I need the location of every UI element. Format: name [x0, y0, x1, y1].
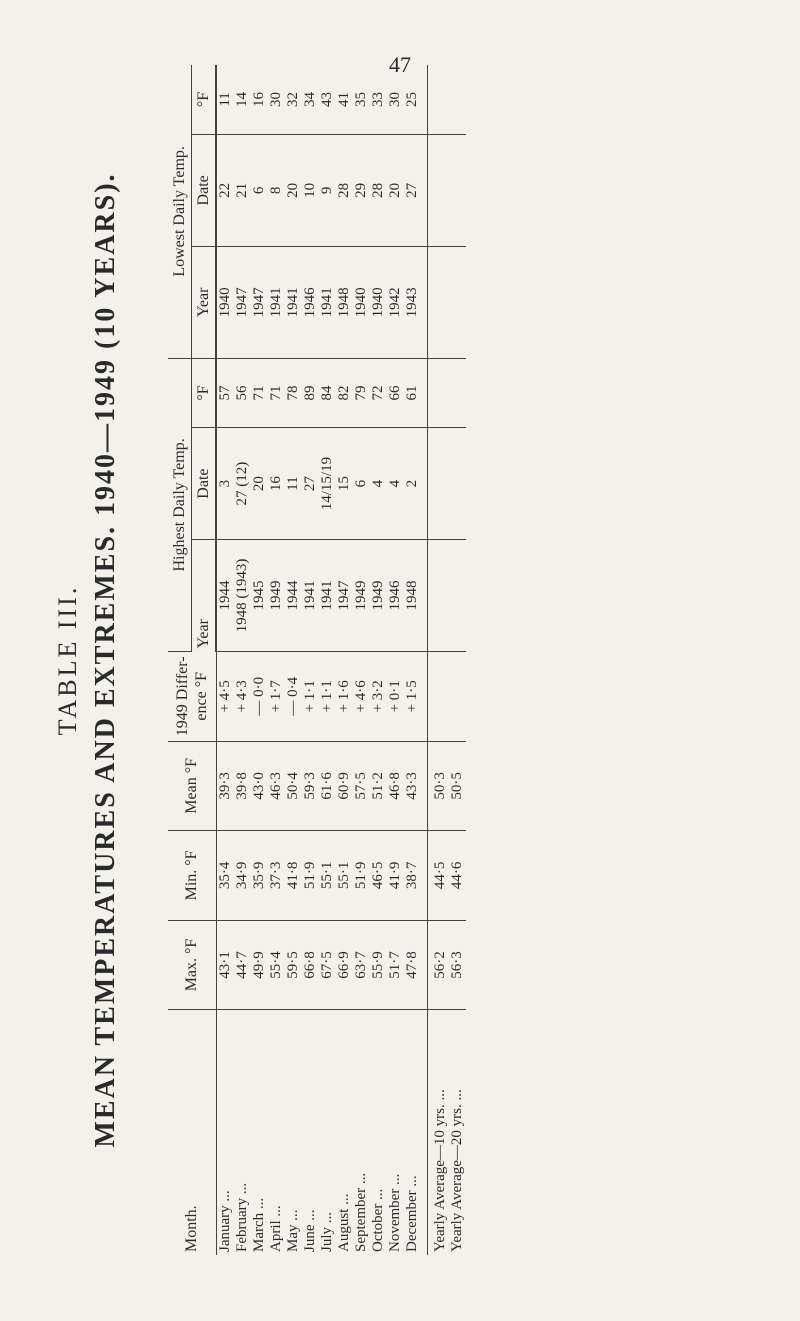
table-row — [319, 65, 336, 1255]
temperature-table — [168, 65, 466, 1255]
highest-date-cell: 14/15/19 — [319, 428, 336, 540]
difference-cell: + 1·1 — [302, 652, 319, 742]
max-cell: 66·9 — [336, 920, 353, 1010]
average-label-cell: Yearly Average—10 yrs. ... — [428, 1010, 450, 1255]
min-cell: 35·9 — [251, 831, 268, 921]
min-cell: 41·9 — [387, 831, 404, 921]
lowest-year-cell: 1948 — [336, 246, 353, 358]
highest-year-cell: 1949 — [370, 540, 387, 652]
min-cell: 55·1 — [336, 831, 353, 921]
table-row — [285, 65, 302, 1255]
max-cell: 63·7 — [353, 920, 370, 1010]
empty-cell — [428, 652, 450, 742]
highest-date-cell: 15 — [336, 428, 353, 540]
month-cell: November ... — [387, 1173, 403, 1252]
highest-year-cell: 1947 — [336, 540, 353, 652]
mean-cell: 51·2 — [370, 741, 387, 831]
empty-cell — [428, 134, 450, 246]
table-row — [353, 65, 370, 1255]
max-cell: 55·4 — [268, 920, 285, 1010]
max-cell: 55·9 — [370, 920, 387, 1010]
month-cell: March ... — [251, 1197, 267, 1252]
table-row — [302, 65, 319, 1255]
empty-cell — [449, 65, 466, 134]
average-row — [428, 65, 450, 1255]
lowest-temp-header: °F — [192, 65, 217, 134]
min-cell: 46·5 — [370, 831, 387, 921]
difference-cell: + 3·2 — [370, 652, 387, 742]
lowest-date-cell: 9 — [319, 134, 336, 246]
highest-date-cell: 20 — [251, 428, 268, 540]
max-cell: 67·5 — [319, 920, 336, 1010]
highest-year-cell: 1941 — [319, 540, 336, 652]
mean-cell: 39·3 — [216, 741, 234, 831]
month-cell: December ... — [404, 1175, 420, 1252]
lowest-temp-cell: 32 — [285, 65, 302, 134]
month-cell: July ... — [319, 1211, 335, 1252]
table-row — [387, 65, 404, 1255]
lowest-temp-cell: 30 — [268, 65, 285, 134]
min-cell: 35·4 — [216, 831, 234, 921]
mean-cell: 50·4 — [285, 741, 302, 831]
highest-temp-cell: 71 — [251, 358, 268, 427]
highest-temp-cell: 66 — [387, 358, 404, 427]
lowest-daily-header: Lowest Daily Temp. — [168, 65, 192, 358]
table-row — [216, 65, 234, 1255]
highest-temp-cell: 71 — [268, 358, 285, 427]
min-cell: 55·1 — [319, 831, 336, 921]
highest-date-cell: 3 — [216, 428, 234, 540]
lowest-year-cell: 1941 — [319, 246, 336, 358]
lowest-date-cell: 22 — [216, 134, 234, 246]
month-header: Month. — [168, 1010, 216, 1255]
highest-year-cell: 1946 — [387, 540, 404, 652]
mean-cell: 39·8 — [234, 741, 251, 831]
highest-year-cell: 1944 — [285, 540, 302, 652]
table-row — [234, 65, 251, 1255]
lowest-temp-cell: 16 — [251, 65, 268, 134]
highest-date-cell: 27 (12) — [234, 428, 251, 540]
lowest-date-cell: 6 — [251, 134, 268, 246]
difference-cell: + 1·5 — [404, 652, 428, 742]
table-row — [404, 65, 428, 1255]
mean-cell: 43·0 — [251, 741, 268, 831]
lowest-year-cell: 1943 — [404, 246, 428, 358]
lowest-year-cell: 1940 — [353, 246, 370, 358]
highest-year-cell: 1944 — [216, 540, 234, 652]
highest-temp-cell: 82 — [336, 358, 353, 427]
average-label-cell: Yearly Average—20 yrs. ... — [449, 1089, 465, 1252]
max-cell: 56·3 — [449, 920, 466, 1010]
min-cell: 51·9 — [353, 831, 370, 921]
average-row — [449, 65, 466, 1255]
difference-cell: + 1·7 — [268, 652, 285, 742]
month-cell: February ... — [234, 1182, 250, 1252]
highest-year-cell: 1948 — [404, 540, 428, 652]
month-cell: April ... — [268, 1205, 284, 1252]
lowest-year-cell: 1941 — [285, 246, 302, 358]
highest-year-cell: 1949 — [268, 540, 285, 652]
min-cell: 41·8 — [285, 831, 302, 921]
mean-cell: 57·5 — [353, 741, 370, 831]
lowest-year-header: Year — [192, 246, 217, 358]
table-row — [251, 65, 268, 1255]
month-cell: January ... — [216, 1190, 233, 1252]
highest-date-header: Date — [192, 428, 217, 540]
lowest-year-cell: 1947 — [251, 246, 268, 358]
empty-cell — [428, 428, 450, 540]
max-cell: 43·1 — [216, 920, 234, 1010]
lowest-date-cell: 8 — [268, 134, 285, 246]
empty-cell — [428, 540, 450, 652]
max-cell: 47·8 — [404, 920, 428, 1010]
min-cell: 51·9 — [302, 831, 319, 921]
highest-temp-cell: 89 — [302, 358, 319, 427]
highest-date-cell: 4 — [387, 428, 404, 540]
empty-cell — [428, 65, 450, 134]
highest-temp-cell: 56 — [234, 358, 251, 427]
lowest-year-cell: 1947 — [234, 246, 251, 358]
lowest-date-header: Date — [192, 134, 217, 246]
lowest-temp-cell: 14 — [234, 65, 251, 134]
highest-date-cell: 4 — [370, 428, 387, 540]
mean-cell: 59·3 — [302, 741, 319, 831]
lowest-temp-cell: 11 — [216, 65, 234, 134]
highest-year-cell: 1945 — [251, 540, 268, 652]
lowest-temp-cell: 41 — [336, 65, 353, 134]
lowest-year-cell: 1941 — [268, 246, 285, 358]
empty-cell — [449, 428, 466, 540]
rotated-table-page — [50, 65, 750, 1255]
difference-cell: — 0·0 — [251, 652, 268, 742]
max-header: Max. °F — [168, 920, 216, 1010]
highest-year-cell: 1949 — [353, 540, 370, 652]
min-header: Min. °F — [168, 831, 216, 921]
table-row — [336, 65, 353, 1255]
lowest-date-cell: 21 — [234, 134, 251, 246]
min-cell: 44·5 — [428, 831, 450, 921]
min-cell: 37·3 — [268, 831, 285, 921]
lowest-date-cell: 20 — [285, 134, 302, 246]
difference-cell: + 4·6 — [353, 652, 370, 742]
mean-cell: 46·3 — [268, 741, 285, 831]
lowest-date-cell: 10 — [302, 134, 319, 246]
highest-daily-header: Highest Daily Temp. — [168, 358, 192, 651]
month-cell: June ... — [302, 1209, 318, 1252]
highest-year-cell: 1948 (1943) — [234, 540, 251, 652]
empty-cell — [449, 358, 466, 427]
lowest-temp-cell: 35 — [353, 65, 370, 134]
highest-date-cell: 16 — [268, 428, 285, 540]
difference-cell: + 0·1 — [387, 652, 404, 742]
month-cell: August ... — [336, 1193, 352, 1252]
mean-cell: 50·3 — [428, 741, 450, 831]
empty-cell — [449, 540, 466, 652]
mean-cell: 61·6 — [319, 741, 336, 831]
highest-temp-cell: 79 — [353, 358, 370, 427]
month-cell: October ... — [370, 1188, 386, 1252]
empty-cell — [449, 134, 466, 246]
lowest-temp-cell: 33 — [370, 65, 387, 134]
month-cell: September ... — [353, 1172, 369, 1252]
highest-temp-cell: 61 — [404, 358, 428, 427]
table-label: TABLE III. — [53, 584, 82, 736]
highest-date-cell: 2 — [404, 428, 428, 540]
difference-header: 1949 Differ-ence °F — [168, 652, 216, 742]
highest-temp-cell: 78 — [285, 358, 302, 427]
empty-cell — [449, 246, 466, 358]
min-cell: 38·7 — [404, 831, 428, 921]
lowest-year-cell: 1940 — [216, 246, 234, 358]
highest-temp-cell: 57 — [216, 358, 234, 427]
monthly-rows — [216, 65, 466, 1255]
mean-header: Mean °F — [168, 741, 216, 831]
table-row — [268, 65, 285, 1255]
max-cell: 49·9 — [251, 920, 268, 1010]
table-row — [370, 65, 387, 1255]
highest-temp-cell: 72 — [370, 358, 387, 427]
lowest-temp-cell: 30 — [387, 65, 404, 134]
max-cell: 59·5 — [285, 920, 302, 1010]
lowest-temp-cell: 25 — [404, 65, 428, 134]
max-cell: 44·7 — [234, 920, 251, 1010]
lowest-temp-cell: 43 — [319, 65, 336, 134]
max-cell: 51·7 — [387, 920, 404, 1010]
month-cell: May ... — [285, 1209, 301, 1252]
mean-cell: 50·5 — [449, 741, 466, 831]
highest-year-header: Year — [192, 540, 217, 652]
difference-cell: + 4·3 — [234, 652, 251, 742]
max-cell: 56·2 — [428, 920, 450, 1010]
highest-date-cell: 11 — [285, 428, 302, 540]
mean-cell: 46·8 — [387, 741, 404, 831]
table-caption — [50, 65, 126, 1255]
highest-temp-header: °F — [192, 358, 217, 427]
highest-year-cell: 1941 — [302, 540, 319, 652]
page-number: 47 — [389, 52, 411, 77]
lowest-date-cell: 27 — [404, 134, 428, 246]
difference-cell: + 1·1 — [319, 652, 336, 742]
empty-cell — [449, 652, 466, 742]
min-cell: 44·6 — [449, 831, 466, 921]
lowest-year-cell: 1942 — [387, 246, 404, 358]
highest-date-cell: 27 — [302, 428, 319, 540]
mean-cell: 43·3 — [404, 741, 428, 831]
lowest-temp-cell: 34 — [302, 65, 319, 134]
empty-cell — [428, 358, 450, 427]
lowest-date-cell: 28 — [370, 134, 387, 246]
difference-cell: + 4·5 — [216, 652, 234, 742]
max-cell: 66·8 — [302, 920, 319, 1010]
min-cell: 34·9 — [234, 831, 251, 921]
lowest-year-cell: 1946 — [302, 246, 319, 358]
empty-cell — [428, 246, 450, 358]
table-heading: MEAN TEMPERATURES AND EXTREMES. 1940—1949 (10 YEARS). — [90, 172, 121, 1148]
highest-date-cell: 6 — [353, 428, 370, 540]
lowest-date-cell: 20 — [387, 134, 404, 246]
lowest-year-cell: 1940 — [370, 246, 387, 358]
difference-cell: + 1·6 — [336, 652, 353, 742]
difference-cell: — 0·4 — [285, 652, 302, 742]
highest-temp-cell: 84 — [319, 358, 336, 427]
lowest-date-cell: 28 — [336, 134, 353, 246]
mean-cell: 60·9 — [336, 741, 353, 831]
lowest-date-cell: 29 — [353, 134, 370, 246]
